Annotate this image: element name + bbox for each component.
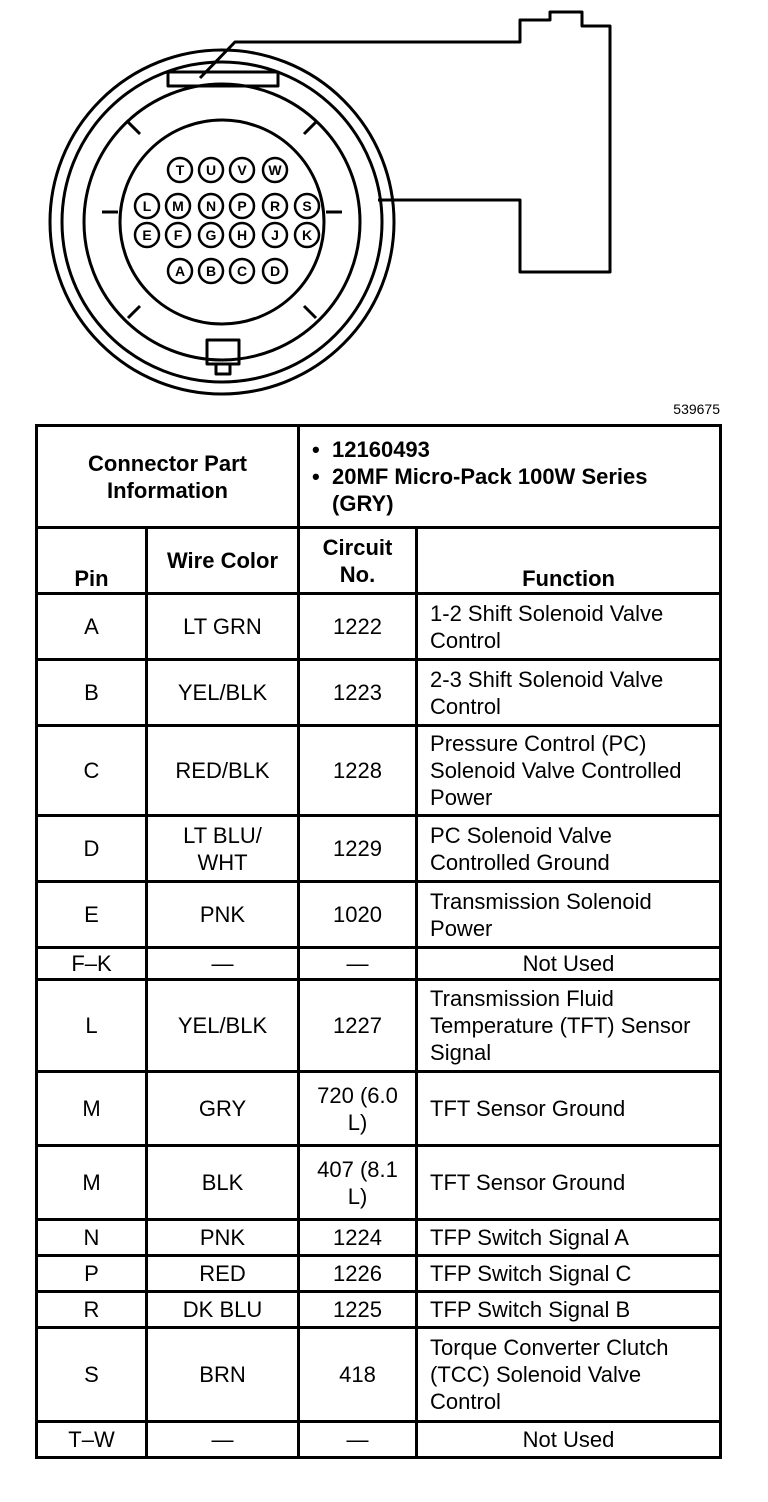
pin-cavity-n <box>199 194 223 218</box>
circuit-cell: 1224 <box>299 1220 417 1256</box>
wire-color-cell: YEL/BLK <box>147 660 299 726</box>
pin-cell: D <box>37 816 147 882</box>
table-row <box>37 882 721 948</box>
pin-cell: A <box>37 594 147 660</box>
function-cell: Transmission Fluid Temperature (TFT) Sensor Signal <box>417 980 721 1072</box>
table-row <box>37 948 721 980</box>
function-cell: TFP Switch Signal B <box>417 1292 721 1328</box>
circuit-cell: 1228 <box>299 726 417 816</box>
function-cell: TFP Switch Signal C <box>417 1256 721 1292</box>
pin-cavity-g <box>199 223 223 247</box>
connector-info-cell <box>299 426 721 528</box>
connector-outer-ring <box>50 50 394 394</box>
table-row <box>37 1220 721 1256</box>
figure-number: 539675 <box>673 401 720 417</box>
pin-cell: P <box>37 1256 147 1292</box>
pin-cavity-v <box>230 158 254 182</box>
connector-housing-outline <box>200 12 610 272</box>
function-cell: Transmission Solenoid Power <box>417 882 721 948</box>
wire-color-cell: — <box>147 1422 299 1458</box>
wire-color-cell: YEL/BLK <box>147 980 299 1072</box>
table-header-row <box>37 528 721 594</box>
wire-color-cell: — <box>147 948 299 980</box>
wire-color-cell: PNK <box>147 1220 299 1256</box>
pin-cavity-b <box>199 259 223 283</box>
table-row <box>37 1146 721 1220</box>
connector-info-row <box>37 426 721 528</box>
circuit-cell: 1223 <box>299 660 417 726</box>
function-cell: 2-3 Shift Solenoid Valve Control <box>417 660 721 726</box>
connector-pinout-table <box>35 424 722 1459</box>
function-cell: Torque Converter Clutch (TCC) Solenoid Valve Control <box>417 1328 721 1422</box>
pin-label: C <box>236 263 248 279</box>
pin-cell: T–W <box>37 1422 147 1458</box>
pin-cell: F–K <box>37 948 147 980</box>
pin-cavity-f <box>166 223 190 247</box>
pin-label: S <box>302 198 312 214</box>
pin-cell: B <box>37 660 147 726</box>
pin-cell: C <box>37 726 147 816</box>
wire-color-cell: RED/BLK <box>147 726 299 816</box>
pin-label: D <box>269 263 281 279</box>
pin-label: W <box>268 162 282 178</box>
pin-label: R <box>269 198 281 214</box>
pin-cavity-l <box>135 194 159 218</box>
pin-cell: L <box>37 980 147 1072</box>
pin-cavity-t <box>168 158 192 182</box>
pin-cavity-d <box>263 259 287 283</box>
function-cell: PC Solenoid Valve Controlled Ground <box>417 816 721 882</box>
pin-label: F <box>173 227 183 243</box>
pin-cavity-u <box>199 158 223 182</box>
pin-cavity-r <box>263 194 287 218</box>
circuit-cell: — <box>299 1422 417 1458</box>
connector-pin-face <box>120 120 324 324</box>
circuit-cell: 418 <box>299 1328 417 1422</box>
wire-color-cell: BLK <box>147 1146 299 1220</box>
table-row <box>37 1256 721 1292</box>
circuit-cell: 1020 <box>299 882 417 948</box>
pin-label: G <box>205 227 217 243</box>
wire-color-cell: RED <box>147 1256 299 1292</box>
header-function: Function <box>417 528 721 594</box>
wire-color-cell: DK BLU <box>147 1292 299 1328</box>
pin-label: U <box>205 162 217 178</box>
pin-cavity-h <box>230 223 254 247</box>
pin-cavity-j <box>263 223 287 247</box>
wire-color-cell: LT GRN <box>147 594 299 660</box>
connector-diagram <box>0 0 768 400</box>
pin-cavity-e <box>135 223 159 247</box>
circuit-cell: 1227 <box>299 980 417 1072</box>
pin-label: A <box>174 263 186 279</box>
table-row <box>37 1422 721 1458</box>
function-cell: TFP Switch Signal A <box>417 1220 721 1256</box>
wire-color-cell: PNK <box>147 882 299 948</box>
pin-cell: R <box>37 1292 147 1328</box>
function-cell: TFT Sensor Ground <box>417 1146 721 1220</box>
header-wire-color: Wire Color <box>147 528 299 594</box>
table-row <box>37 1072 721 1146</box>
table-row <box>37 726 721 816</box>
pin-label: B <box>205 263 217 279</box>
pin-label: V <box>237 162 247 178</box>
pin-label: J <box>271 227 279 243</box>
pin-label: N <box>205 198 217 214</box>
table-row <box>37 816 721 882</box>
circuit-cell: 720 (6.0 L) <box>299 1072 417 1146</box>
pin-cell: E <box>37 882 147 948</box>
table-row <box>37 1292 721 1328</box>
circuit-cell: 1226 <box>299 1256 417 1292</box>
function-cell: Pressure Control (PC) Solenoid Valve Controlled Power <box>417 726 721 816</box>
pin-label: E <box>142 227 152 243</box>
table-row <box>37 980 721 1072</box>
function-cell: Not Used <box>417 1422 721 1458</box>
table-row <box>37 660 721 726</box>
table-row <box>37 594 721 660</box>
pin-label: T <box>175 162 185 178</box>
header-pin: Pin <box>37 528 147 594</box>
pin-label: L <box>142 198 152 214</box>
wire-color-cell: BRN <box>147 1328 299 1422</box>
pin-cell: M <box>37 1072 147 1146</box>
connector-part-number: • 12160493 <box>332 436 711 463</box>
pin-cell: M <box>37 1146 147 1220</box>
function-cell: 1-2 Shift Solenoid Valve Control <box>417 594 721 660</box>
circuit-cell: 1222 <box>299 594 417 660</box>
pin-cavity-w <box>263 158 287 182</box>
wire-color-cell: LT BLU/ WHT <box>147 816 299 882</box>
pin-cell: S <box>37 1328 147 1422</box>
pin-cavity-a <box>168 259 192 283</box>
header-circuit-no: Circuit No. <box>299 528 417 594</box>
connector-part-series: • 20MF Micro-Pack 100W Series (GRY) <box>332 463 711 517</box>
circuit-cell: — <box>299 948 417 980</box>
pin-label: P <box>237 198 247 214</box>
circuit-cell: 407 (8.1 L) <box>299 1146 417 1220</box>
pin-label: H <box>236 227 248 243</box>
pin-cavity-p <box>230 194 254 218</box>
pin-cavity-s <box>295 194 319 218</box>
pin-cavity-m <box>166 194 190 218</box>
pin-label: K <box>301 227 313 243</box>
connector-info-label: Connector Part Information <box>37 426 299 528</box>
function-cell: TFT Sensor Ground <box>417 1072 721 1146</box>
pin-cavity-c <box>230 259 254 283</box>
pin-label: M <box>172 198 184 214</box>
wire-color-cell: GRY <box>147 1072 299 1146</box>
function-cell: Not Used <box>417 948 721 980</box>
circuit-cell: 1225 <box>299 1292 417 1328</box>
pin-cavity-k <box>295 223 319 247</box>
circuit-cell: 1229 <box>299 816 417 882</box>
pin-cell: N <box>37 1220 147 1256</box>
table-row <box>37 1328 721 1422</box>
